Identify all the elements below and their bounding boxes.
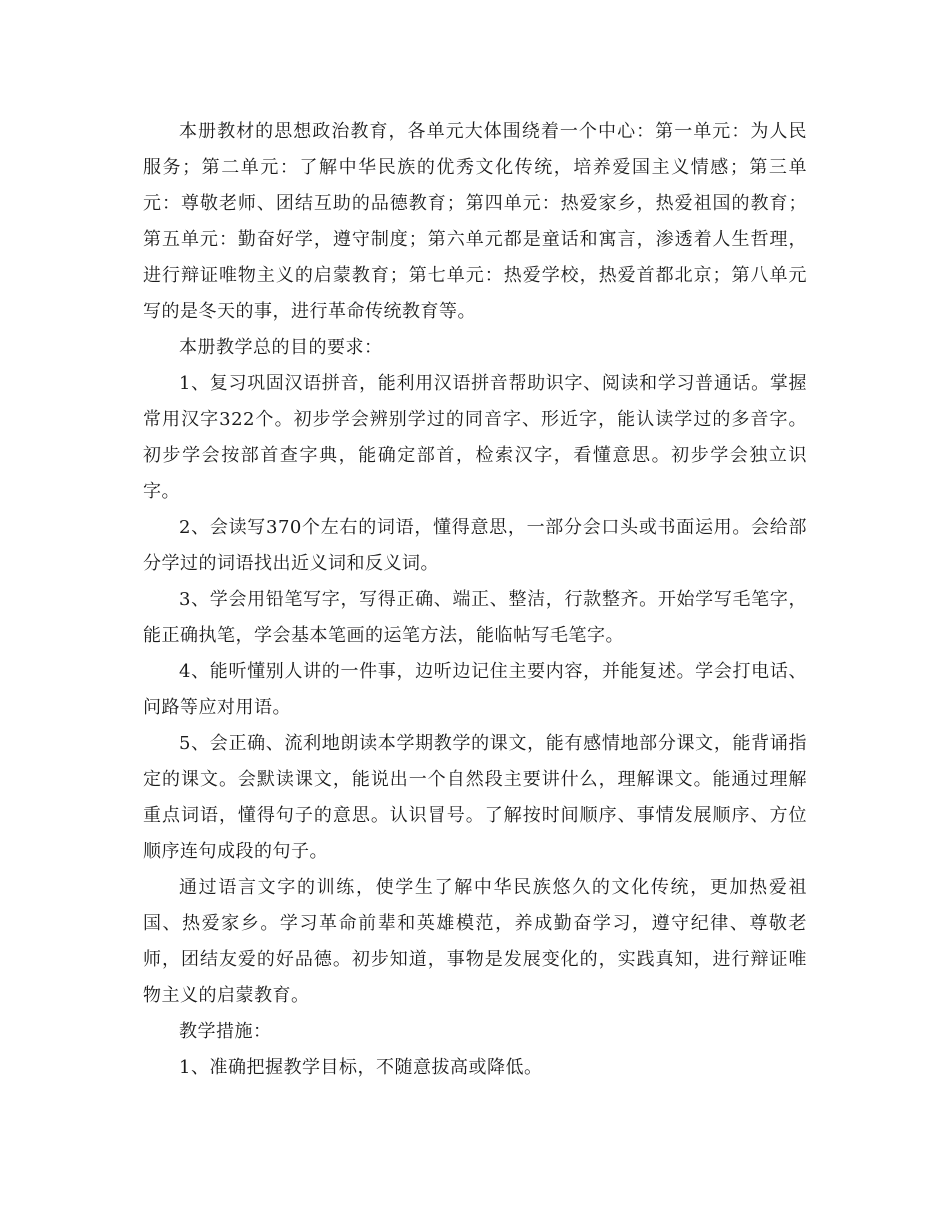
- paragraph-goal-5: 5、会正确、流利地朗读本学期教学的课文，能有感情地部分课文，能背诵指定的课文。会默读课文，能说出一个自然段主要讲什么，理解课文。能通过理解重点词语，懂得句子的意思。认识冒号。了解按时间顺序、事情发展顺序、方位顺序连句成段的句子。: [143, 733, 807, 862]
- paragraph-moral-education: 本册教材的思想政治教育，各单元大体围绕着一个中心：第一单元：为人民服务；第二单元：了解中华民族的优秀文化传统，培养爱国主义情感；第三单元：尊敬老师、团结互助的品德教育；第四单元：热爱家乡，热爱祖国的教育；第五单元：勤奋好学，遵守制度；第六单元都是童话和寓言，渗透着人生哲理，进行辩证唯物主义的启蒙教育；第七单元：热爱学校，热爱首都北京；第八单元写的是冬天的事，进行革命传统教育等。: [143, 121, 807, 322]
- document-body: [143, 114, 807, 1086]
- paragraph-measures-heading: 教学措施：: [179, 1021, 272, 1042]
- paragraph-measure-1: 1、准确把握教学目标，不随意拔高或降低。: [179, 1057, 543, 1078]
- paragraph-goal-1: 1、复习巩固汉语拼音，能利用汉语拼音帮助识字、阅读和学习普通话。掌握常用汉字322个。初步学会辨别学过的同音字、形近字，能认读学过的多音字。初步学会按部首查字典，能确定部首，检索汉字，看懂意思。初步学会独立识字。: [143, 373, 807, 502]
- paragraph-goal-2: 2、会读写370个左右的词语，懂得意思，一部分会口头或书面运用。会给部分学过的词语找出近义词和反义词。: [143, 517, 807, 574]
- paragraph-goal-3: 3、学会用铅笔写字，写得正确、端正、整洁，行款整齐。开始学写毛笔字，能正确执笔，学会基本笔画的运笔方法，能临帖写毛笔字。: [143, 589, 807, 646]
- paragraph-goals-heading: 本册教学总的目的要求：: [179, 337, 383, 358]
- paragraph-language-training: 通过语言文字的训练，使学生了解中华民族悠久的文化传统，更加热爱祖国、热爱家乡。学习革命前辈和英雄模范，养成勤奋学习，遵守纪律、尊敬老师，团结友爱的好品德。初步知道，事物是发展变化的，实践真知，进行辩证唯物主义的启蒙教育。: [143, 877, 807, 1006]
- paragraph-goal-4: 4、能听懂别人讲的一件事，边听边记住主要内容，并能复述。学会打电话、问路等应对用语。: [143, 661, 807, 718]
